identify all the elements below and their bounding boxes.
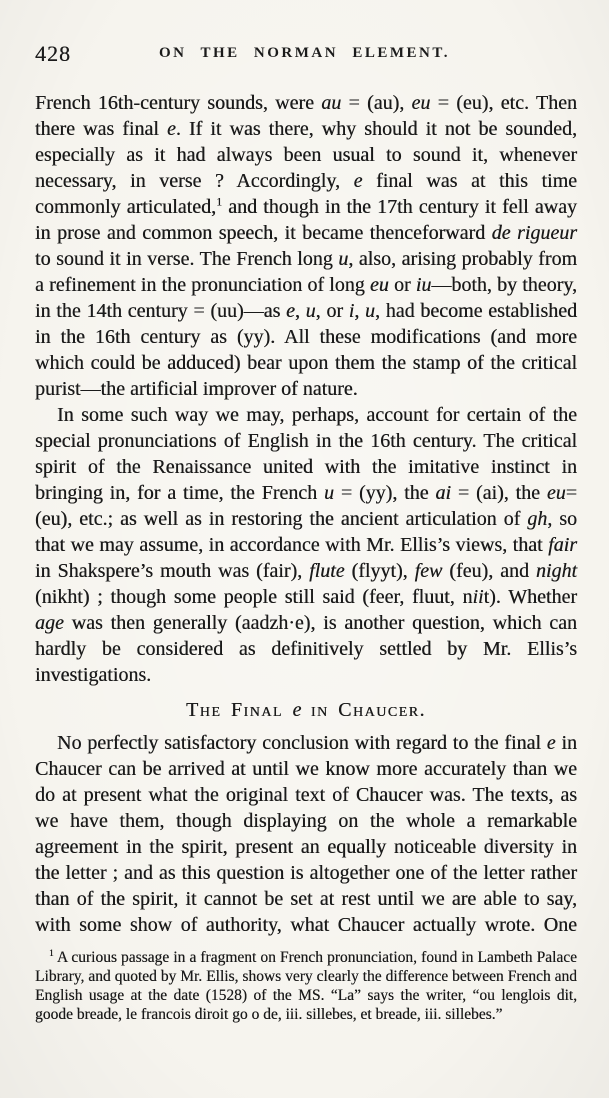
text-segment: = (ai), the [450, 482, 547, 504]
text-segment: in Chaucer can be arrived at until we know more accurately than we do at present what the original text of Chaucer was. The texts, as we have them, though displaying on the whole a remarkable agreement in the spirit, present an equally noticeable diversity in the letter ; and as this question is altogether one of the letter rather than of the spirit, it cannot be set at rest until we are able to say, with some show of authority, what Chaucer actually wrote. One [35, 732, 577, 936]
text-segment: night [535, 560, 578, 582]
text-segment: in Shakspere’s mouth was (fair), [35, 560, 310, 582]
text-segment: in Chaucer. [301, 699, 426, 721]
text-segment: (nikht) ; though some people still said (feer, fluut, n [35, 586, 473, 608]
text-segment: = (eu), etc. Then there was final [35, 92, 577, 140]
text-segment: i [348, 300, 355, 322]
text-segment: French 16th-century sounds, were [35, 92, 322, 114]
text-segment: (flyyt), [344, 560, 415, 582]
footnote-text [35, 948, 577, 1024]
text-segment: = (au), [341, 92, 412, 114]
footnote-reference-mark: 1 [216, 194, 223, 209]
text-segment: e [166, 118, 176, 140]
text-segment: e [292, 699, 302, 721]
page-body [35, 90, 577, 1024]
text-segment: ii [472, 586, 484, 608]
text-segment: to sound it in verse. The French long [35, 248, 339, 270]
text-segment: , also, arising probably from a refinement in the pronunciation of long [35, 248, 577, 296]
paragraph-chaucer-conclusion [35, 730, 577, 938]
text-segment: de rigueur [491, 222, 577, 244]
text-segment: e [286, 300, 295, 322]
text-segment: iu [415, 274, 432, 296]
text-segment: u [305, 300, 316, 322]
text-segment: , had become established in the 16th century as (yy). All these modifications (and more which could be adduced) bear upon them the stamp of the critical purist—the artificial improver of nature. [35, 300, 578, 400]
running-head [0, 41, 609, 67]
text-segment: few [414, 560, 443, 582]
page-number: 428 [35, 41, 71, 66]
text-segment: —both, by theory, in the 14th century = (uu)—as [35, 274, 577, 322]
text-segment: In some such way we may, perhaps, account for certain of the special pronunciations of English in the 16th century. The critical spirit of the Renaissance united with the imitative instinct in bringing in, for a time, the French [35, 404, 577, 504]
text-segment: , or [315, 300, 349, 322]
text-segment: = (yy), the [333, 482, 436, 504]
text-segment: u [364, 300, 375, 322]
text-segment: A curious passage in a fragment on French pronunciation, found in Lambeth Palace Library, and quoted by Mr. Ellis, shows very clearly the difference between French and English usage at the date (1528) of the MS. “La” says the writer, “ou lenglois dit, goode breade, le francois diroit go o de, iii. sillebes, et breade, iii. sillebes.” [35, 949, 577, 1023]
text-segment: e [546, 732, 556, 754]
text-segment: The Final [186, 699, 293, 721]
section-heading-final-e-in-chaucer [35, 697, 577, 723]
text-segment: ai [435, 482, 451, 504]
text-segment: eu [411, 92, 431, 114]
text-segment: au [321, 92, 342, 114]
text-segment: No perfectly satisfactory conclusion with regard to the final [57, 732, 547, 754]
text-segment: , [294, 300, 306, 322]
text-segment: final was at this time commonly articulated, [35, 170, 577, 218]
text-segment: age [35, 612, 64, 634]
text-segment: (feu), and [442, 560, 536, 582]
text-segment: , so that we may assume, in accordance with Mr. Ellis’s views, that [35, 508, 577, 556]
text-segment: eu [369, 274, 389, 296]
text-segment: fair [548, 534, 577, 556]
text-segment: flute [309, 560, 345, 582]
text-segment: or [388, 274, 416, 296]
footnote-reference-mark: 1 [49, 948, 54, 959]
text-segment: u [338, 248, 349, 270]
text-segment: , [354, 300, 365, 322]
text-segment: . If it was there, why should it not be sounded, especially as it had always been usual to sound it, whenever necessary, in verse ? Accordingly, [35, 118, 577, 192]
text-segment: =(eu), etc.; as well as in restoring the ancient articulation of [35, 482, 577, 530]
footnote-block [35, 938, 577, 1024]
text-segment: u [323, 482, 334, 504]
running-title: ON THE NORMAN ELEMENT. [159, 45, 450, 61]
text-segment: was then generally (aadzh·e), is another question, which can hardly be considered as definitively settled by Mr. Ellis’s investigations. [35, 612, 577, 686]
text-segment: and though in the 17th century it fell away in prose and common speech, it became thenceforward [35, 196, 577, 244]
text-segment: e [353, 170, 363, 192]
text-segment: gh [527, 508, 548, 530]
paragraph-french-sounds [35, 90, 577, 402]
text-segment: t). Whether [483, 586, 577, 608]
paragraph-renaissance-spirit [35, 402, 577, 688]
text-segment: eu [546, 482, 566, 504]
